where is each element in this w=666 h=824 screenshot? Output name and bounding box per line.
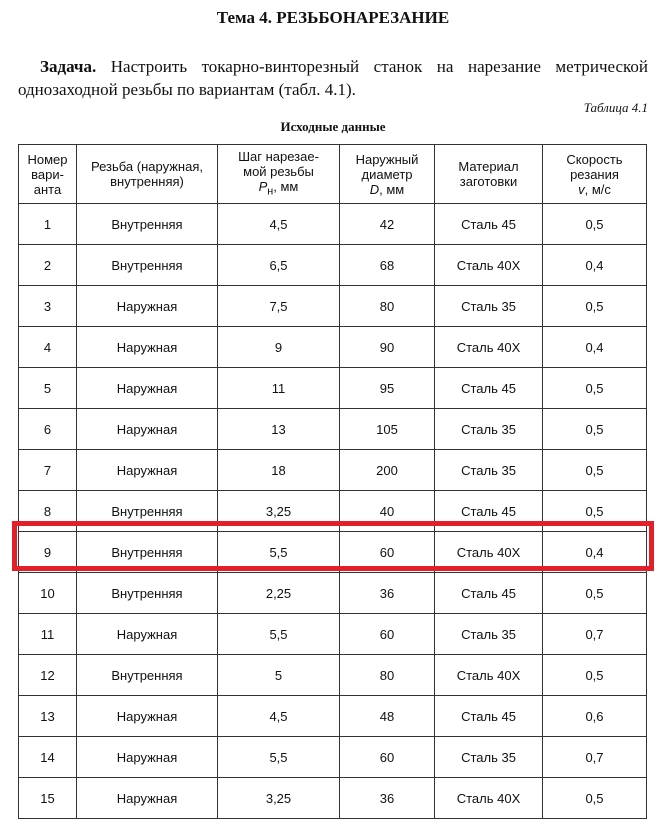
table-row bbox=[19, 286, 647, 327]
cell-material: Сталь 45 bbox=[435, 696, 543, 737]
cell-pitch: 13 bbox=[218, 409, 340, 450]
cell-material: Сталь 35 bbox=[435, 450, 543, 491]
cell-speed: 0,4 bbox=[543, 245, 647, 286]
table-header-row bbox=[19, 145, 647, 204]
cell-variant: 4 bbox=[19, 327, 77, 368]
cell-variant: 13 bbox=[19, 696, 77, 737]
cell-pitch: 7,5 bbox=[218, 286, 340, 327]
cell-diameter: 68 bbox=[340, 245, 435, 286]
cell-speed: 0,5 bbox=[543, 368, 647, 409]
cell-diameter: 200 bbox=[340, 450, 435, 491]
cell-thread: Внутренняя bbox=[77, 655, 218, 696]
cell-diameter: 80 bbox=[340, 655, 435, 696]
table-row bbox=[19, 778, 647, 819]
cell-material: Сталь 40Х bbox=[435, 778, 543, 819]
header-material: Материал заготовки bbox=[435, 145, 543, 204]
cell-pitch: 3,25 bbox=[218, 491, 340, 532]
cell-speed: 0,5 bbox=[543, 655, 647, 696]
header-diameter: Наружный диаметр D, мм bbox=[340, 145, 435, 204]
cell-speed: 0,4 bbox=[543, 532, 647, 573]
cell-variant: 8 bbox=[19, 491, 77, 532]
task-label: Задача. bbox=[40, 57, 97, 76]
cell-pitch: 4,5 bbox=[218, 696, 340, 737]
table-row bbox=[19, 204, 647, 245]
cell-pitch: 6,5 bbox=[218, 245, 340, 286]
cell-pitch: 5,5 bbox=[218, 614, 340, 655]
cell-variant: 1 bbox=[19, 204, 77, 245]
cell-material: Сталь 40Х bbox=[435, 327, 543, 368]
cell-material: Сталь 35 bbox=[435, 614, 543, 655]
table-row bbox=[19, 409, 647, 450]
cell-diameter: 60 bbox=[340, 614, 435, 655]
cell-pitch: 18 bbox=[218, 450, 340, 491]
cell-material: Сталь 40Х bbox=[435, 245, 543, 286]
cell-diameter: 42 bbox=[340, 204, 435, 245]
cell-pitch: 3,25 bbox=[218, 778, 340, 819]
cell-pitch: 9 bbox=[218, 327, 340, 368]
cell-material: Сталь 35 bbox=[435, 737, 543, 778]
cell-material: Сталь 45 bbox=[435, 491, 543, 532]
cell-thread: Внутренняя bbox=[77, 532, 218, 573]
cell-speed: 0,6 bbox=[543, 696, 647, 737]
table-row bbox=[19, 245, 647, 286]
cell-diameter: 80 bbox=[340, 286, 435, 327]
cell-speed: 0,5 bbox=[543, 491, 647, 532]
cell-material: Сталь 45 bbox=[435, 573, 543, 614]
cell-variant: 2 bbox=[19, 245, 77, 286]
table-label: Таблица 4.1 bbox=[583, 100, 648, 115]
highlight-box-row-9 bbox=[12, 521, 654, 571]
cell-variant: 14 bbox=[19, 737, 77, 778]
cell-thread: Наружная bbox=[77, 737, 218, 778]
cell-variant: 12 bbox=[19, 655, 77, 696]
cell-thread: Наружная bbox=[77, 614, 218, 655]
cell-diameter: 60 bbox=[340, 737, 435, 778]
cell-thread: Наружная bbox=[77, 450, 218, 491]
task-text: Настроить токарно-винторезный станок на нарезание метрической однозаходной резьбы по вариантам (табл. 4.1). bbox=[18, 57, 649, 99]
cell-thread: Наружная bbox=[77, 778, 218, 819]
cell-material: Сталь 40Х bbox=[435, 655, 543, 696]
cell-speed: 0,5 bbox=[543, 573, 647, 614]
cell-material: Сталь 35 bbox=[435, 409, 543, 450]
cell-variant: 10 bbox=[19, 573, 77, 614]
table-caption: Исходные данные bbox=[280, 119, 386, 134]
cell-pitch: 4,5 bbox=[218, 204, 340, 245]
cell-pitch: 5,5 bbox=[218, 532, 340, 573]
table-row bbox=[19, 368, 647, 409]
cell-variant: 6 bbox=[19, 409, 77, 450]
header-speed: Скорость резания v, м/с bbox=[543, 145, 647, 204]
cell-material: Сталь 40Х bbox=[435, 532, 543, 573]
cell-variant: 3 bbox=[19, 286, 77, 327]
cell-thread: Наружная bbox=[77, 327, 218, 368]
cell-speed: 0,4 bbox=[543, 327, 647, 368]
cell-variant: 11 bbox=[19, 614, 77, 655]
cell-material: Сталь 45 bbox=[435, 204, 543, 245]
header-variant: Номер вари- анта bbox=[19, 145, 77, 204]
cell-diameter: 36 bbox=[340, 573, 435, 614]
cell-diameter: 40 bbox=[340, 491, 435, 532]
cell-speed: 0,7 bbox=[543, 614, 647, 655]
table-row bbox=[19, 696, 647, 737]
table-row bbox=[19, 614, 647, 655]
cell-diameter: 90 bbox=[340, 327, 435, 368]
cell-thread: Внутренняя bbox=[77, 204, 218, 245]
cell-speed: 0,7 bbox=[543, 737, 647, 778]
table-row bbox=[19, 655, 647, 696]
table-row bbox=[19, 450, 647, 491]
cell-pitch: 2,25 bbox=[218, 573, 340, 614]
source-data-table bbox=[18, 144, 647, 819]
cell-pitch: 11 bbox=[218, 368, 340, 409]
cell-variant: 15 bbox=[19, 778, 77, 819]
cell-diameter: 60 bbox=[340, 532, 435, 573]
cell-material: Сталь 35 bbox=[435, 286, 543, 327]
cell-pitch: 5,5 bbox=[218, 737, 340, 778]
cell-speed: 0,5 bbox=[543, 409, 647, 450]
cell-diameter: 48 bbox=[340, 696, 435, 737]
cell-pitch: 5 bbox=[218, 655, 340, 696]
table-row bbox=[19, 573, 647, 614]
table-row bbox=[19, 327, 647, 368]
cell-thread: Внутренняя bbox=[77, 573, 218, 614]
cell-diameter: 36 bbox=[340, 778, 435, 819]
cell-thread: Внутренняя bbox=[77, 491, 218, 532]
cell-material: Сталь 45 bbox=[435, 368, 543, 409]
cell-thread: Наружная bbox=[77, 696, 218, 737]
header-pitch: Шаг нарезае- мой резьбы $P_н$, мм bbox=[218, 145, 340, 204]
cell-thread: Внутренняя bbox=[77, 245, 218, 286]
cell-diameter: 95 bbox=[340, 368, 435, 409]
cell-variant: 7 bbox=[19, 450, 77, 491]
cell-speed: 0,5 bbox=[543, 778, 647, 819]
header-thread: Резьба (наружная, внутренняя) bbox=[77, 145, 218, 204]
table-row bbox=[19, 737, 647, 778]
cell-thread: Наружная bbox=[77, 368, 218, 409]
cell-speed: 0,5 bbox=[543, 286, 647, 327]
cell-thread: Наружная bbox=[77, 286, 218, 327]
cell-diameter: 105 bbox=[340, 409, 435, 450]
cell-thread: Наружная bbox=[77, 409, 218, 450]
task-paragraph bbox=[18, 55, 648, 101]
cell-variant: 5 bbox=[19, 368, 77, 409]
cell-speed: 0,5 bbox=[543, 450, 647, 491]
cell-variant: 9 bbox=[19, 532, 77, 573]
page-title: Тема 4. РЕЗЬБОНАРЕЗАНИЕ bbox=[216, 8, 450, 27]
cell-speed: 0,5 bbox=[543, 204, 647, 245]
